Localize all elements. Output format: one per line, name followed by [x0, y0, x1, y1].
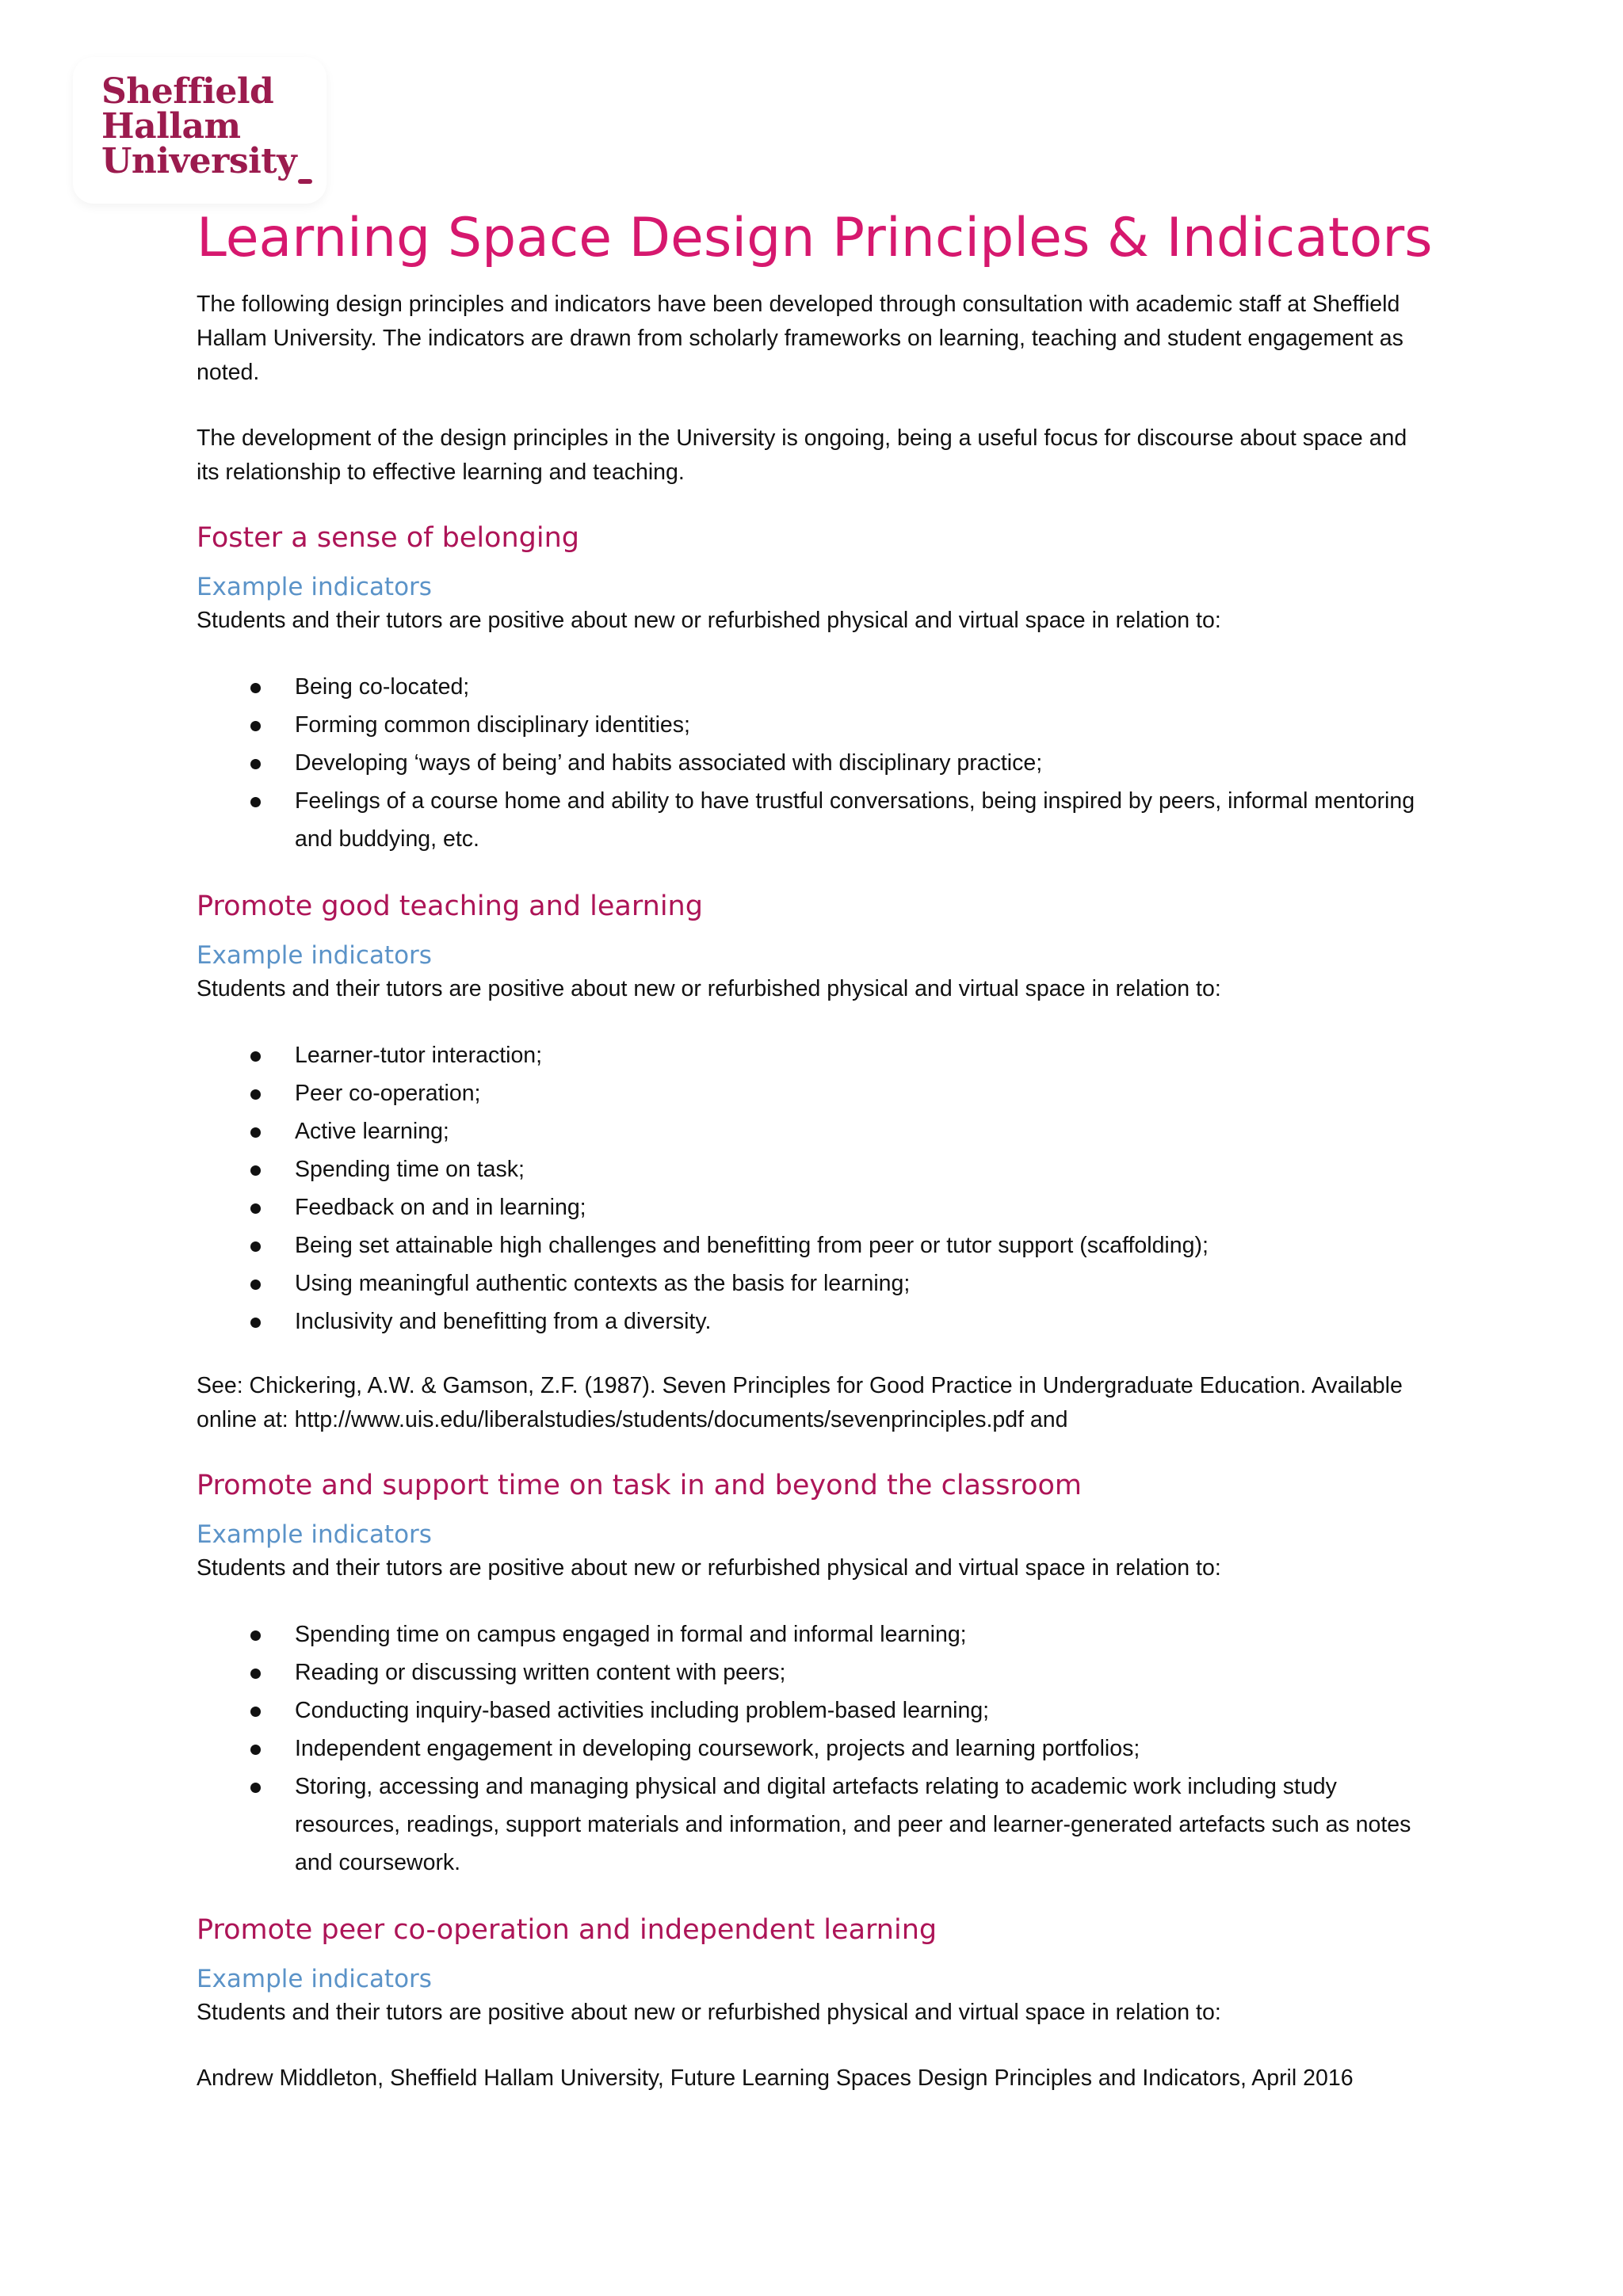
list-item — [197, 1615, 1433, 1653]
list-item-text: Peer co-operation; — [295, 1081, 481, 1106]
bullet-icon — [250, 721, 261, 731]
bullet-icon — [250, 1280, 261, 1290]
list-item-text: Being co-located; — [295, 674, 470, 700]
list-item — [197, 1150, 1433, 1188]
section-peer-cooperation — [197, 1910, 1433, 2030]
bullet-icon — [250, 1669, 261, 1679]
bullet-icon — [250, 1318, 261, 1328]
bullet-icon — [250, 1745, 261, 1755]
list-item-text: Learner-tutor interaction; — [295, 1043, 543, 1068]
bullet-icon — [250, 1089, 261, 1100]
list-item — [197, 1730, 1433, 1768]
list-item-text: Spending time on campus engaged in formal and informal learning; — [295, 1622, 967, 1647]
page-title: Learning Space Design Principles & Indicators — [197, 207, 1433, 269]
list-item — [197, 1188, 1433, 1226]
list-item-text: Storing, accessing and managing physical and digital artefacts relating to academic work including study resources, readings, support materials and information, and peer and learner-generated artefacts such as notes and coursework. — [295, 1774, 1411, 1875]
list-item-text: Inclusivity and benefitting from a diversity. — [295, 1309, 712, 1334]
section-lead: Students and their tutors are positive about new or refurbished physical and virtual space in relation to: — [197, 1555, 1221, 1581]
section-subheading: Example indicators — [197, 941, 432, 970]
section-teaching-learning — [197, 887, 1433, 1437]
list-item-text: Active learning; — [295, 1119, 449, 1144]
document-body — [197, 202, 1433, 2096]
list-item-text: Conducting inquiry-based activities including problem-based learning; — [295, 1698, 990, 1723]
logo-line-3: University — [101, 141, 297, 181]
bullet-icon — [250, 1707, 261, 1717]
list-item — [197, 1112, 1433, 1150]
reference-citation: See: Chickering, A.W. & Gamson, Z.F. (1987). Seven Principles for Good Practice in Undergraduate Education. Available online at: http://www.uis.edu/liberalstudies/students/documents/sevenprinciples.pdf and — [197, 1373, 1403, 1432]
list-item-text: Developing ‘ways of being’ and habits associated with disciplinary practice; — [295, 750, 1043, 776]
bullet-icon — [250, 1241, 261, 1252]
list-item-text: Forming common disciplinary identities; — [295, 712, 690, 738]
section-heading: Foster a sense of belonging — [197, 522, 579, 554]
section-subheading: Example indicators — [197, 1520, 432, 1549]
list-item — [197, 1653, 1433, 1691]
list-item — [197, 1036, 1433, 1074]
bullet-list — [197, 1615, 1433, 1882]
list-item — [197, 1074, 1433, 1112]
logo-line-2: Hallam — [101, 106, 241, 147]
bullet-icon — [250, 759, 261, 769]
list-item-text: Spending time on task; — [295, 1157, 525, 1182]
intro-paragraph-1: The following design principles and indicators have been developed through consultation with academic staff at Sheffield Hallam University. The indicators are drawn from scholarly frameworks on learning, teaching and student engagement as noted. — [197, 292, 1403, 385]
list-item — [197, 1226, 1433, 1264]
bullet-icon — [250, 1203, 261, 1214]
logo-card — [73, 57, 327, 204]
section-heading: Promote good teaching and learning — [197, 891, 703, 922]
section-belonging — [197, 518, 1433, 858]
section-heading: Promote peer co-operation and independent learning — [197, 1914, 938, 1946]
section-lead: Students and their tutors are positive about new or refurbished physical and virtual space in relation to: — [197, 2000, 1221, 2025]
list-item-text: Feelings of a course home and ability to have trustful conversations, being inspired by peers, informal mentoring and buddying, etc. — [295, 788, 1415, 852]
bullet-icon — [250, 683, 261, 693]
list-item-text: Feedback on and in learning; — [295, 1195, 586, 1220]
section-heading: Promote and support time on task in and beyond the classroom — [197, 1470, 1083, 1501]
list-item-text: Independent engagement in developing coursework, projects and learning portfolios; — [295, 1736, 1140, 1761]
list-item — [197, 1768, 1433, 1882]
section-lead: Students and their tutors are positive about new or refurbished physical and virtual space in relation to: — [197, 976, 1221, 1001]
section-subheading: Example indicators — [197, 573, 432, 601]
list-item — [197, 706, 1433, 744]
list-item-text: Using meaningful authentic contexts as the basis for learning; — [295, 1271, 911, 1296]
bullet-icon — [250, 797, 261, 807]
bullet-icon — [250, 1127, 261, 1138]
logo-line-1: Sheffield — [101, 71, 274, 112]
list-item — [197, 1264, 1433, 1302]
bullet-icon — [250, 1165, 261, 1176]
list-item — [197, 1302, 1433, 1341]
section-time-on-task — [197, 1466, 1433, 1882]
section-lead: Students and their tutors are positive about new or refurbished physical and virtual space in relation to: — [197, 608, 1221, 633]
bullet-list — [197, 668, 1433, 858]
intro-paragraph-2: The development of the design principles in the University is ongoing, being a useful focus for discourse about space and its relationship to effective learning and teaching. — [197, 425, 1407, 485]
document-footer: Andrew Middleton, Sheffield Hallam University, Future Learning Spaces Design Principles and Indicators, April 2016 — [197, 2065, 1354, 2091]
bullet-icon — [250, 1630, 261, 1641]
list-item-text: Being set attainable high challenges and benefitting from peer or tutor support (scaffolding); — [295, 1233, 1209, 1258]
bullet-icon — [250, 1783, 261, 1793]
list-item — [197, 744, 1433, 782]
logo-underline-mark — [298, 179, 312, 184]
list-item — [197, 668, 1433, 706]
list-item-text: Reading or discussing written content with peers; — [295, 1660, 786, 1685]
university-logo — [101, 71, 312, 184]
list-item — [197, 782, 1433, 858]
bullet-list — [197, 1036, 1433, 1341]
list-item — [197, 1691, 1433, 1730]
section-subheading: Example indicators — [197, 1965, 432, 1993]
bullet-icon — [250, 1051, 261, 1062]
